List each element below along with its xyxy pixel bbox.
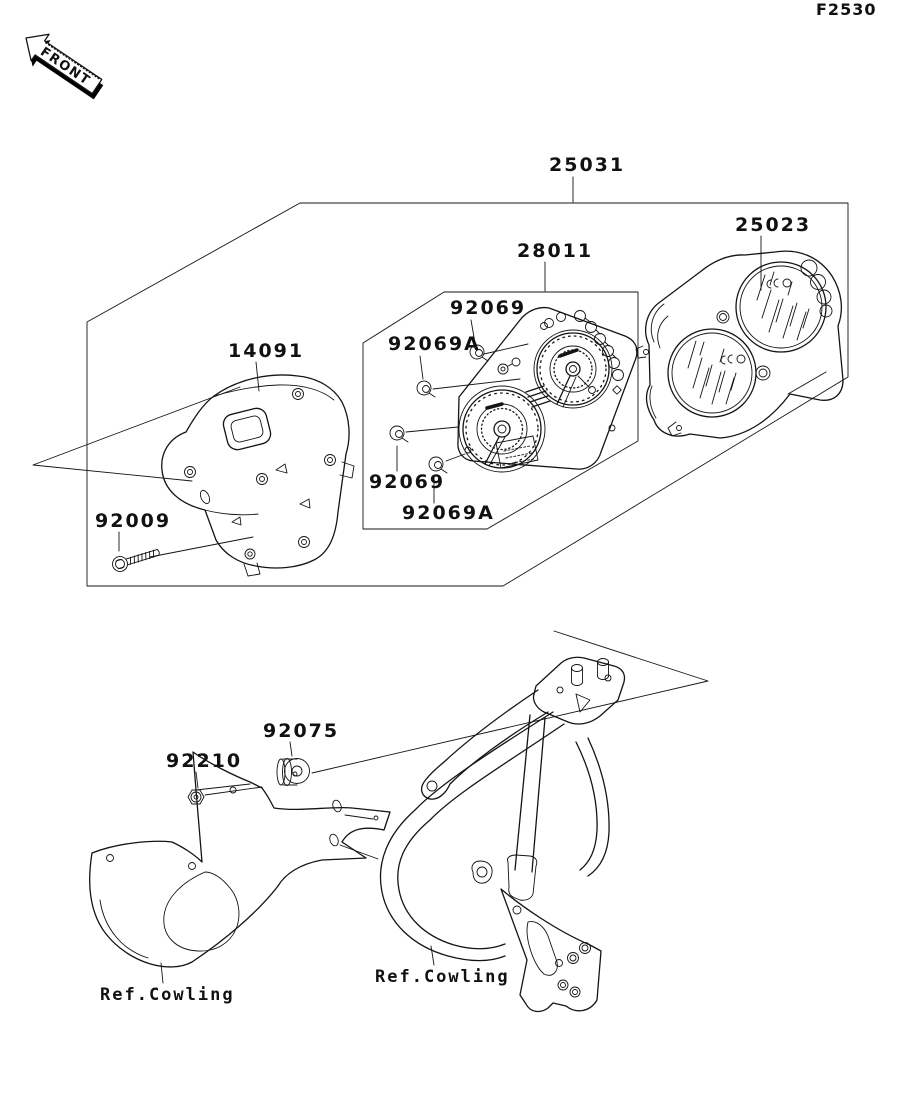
cowling-left-drawing xyxy=(90,752,390,967)
part-label-92009: 92009 xyxy=(95,510,172,532)
stay-bottom-plate xyxy=(501,889,601,1011)
cowling-rivet-hole xyxy=(189,863,196,870)
cowling-rivet-hole xyxy=(107,855,114,862)
cowling-mount-hole xyxy=(230,787,236,793)
trip-knob xyxy=(498,358,520,374)
cowling-inner-cutout xyxy=(164,872,239,951)
tachometer-needle xyxy=(557,376,570,404)
screw-92069-left-drawing xyxy=(390,426,408,442)
meter-case-14091-drawing xyxy=(162,375,354,576)
front-arrow xyxy=(15,25,110,105)
damper-92075-drawing xyxy=(277,759,310,786)
stay-teardrop-cutout xyxy=(527,922,557,976)
lens-molding-mark xyxy=(721,279,791,364)
front-arrow-label: FRONT xyxy=(37,44,94,90)
figure-code-label: F2530 xyxy=(816,0,877,19)
screw-92069a-top-drawing xyxy=(417,381,435,397)
meter-stay-drawing xyxy=(328,657,624,1011)
bolt-92009-drawing xyxy=(111,545,162,574)
meter-plate xyxy=(458,308,637,470)
part-label-92210: 92210 xyxy=(166,750,243,772)
meter-unit-28011-drawing xyxy=(458,308,637,472)
case-screw-bosses xyxy=(185,389,336,560)
part-label-92069a-top: 92069A xyxy=(388,333,481,355)
ref-cowling-label-left: Ref.Cowling xyxy=(100,985,235,1005)
part-label-25023: 25023 xyxy=(735,214,812,236)
cover-warning-lights xyxy=(801,260,832,317)
meter-cover-25023-drawing xyxy=(636,251,843,438)
speedometer-gauge xyxy=(459,386,545,472)
part-label-28011: 28011 xyxy=(517,240,594,262)
part-label-25031: 25031 xyxy=(549,154,626,176)
part-label-92069-top: 92069 xyxy=(450,297,527,319)
ref-cowling-label-right: Ref.Cowling xyxy=(375,967,510,987)
part-label-92069a-bottom: 92069A xyxy=(402,502,495,524)
part-label-92069-left: 92069 xyxy=(369,471,446,493)
stay-left-tab xyxy=(472,861,492,883)
part-label-14091: 14091 xyxy=(228,340,305,362)
stay-foot-holes xyxy=(558,943,591,998)
part-label-92075: 92075 xyxy=(263,720,340,742)
chevron-right xyxy=(312,631,708,773)
